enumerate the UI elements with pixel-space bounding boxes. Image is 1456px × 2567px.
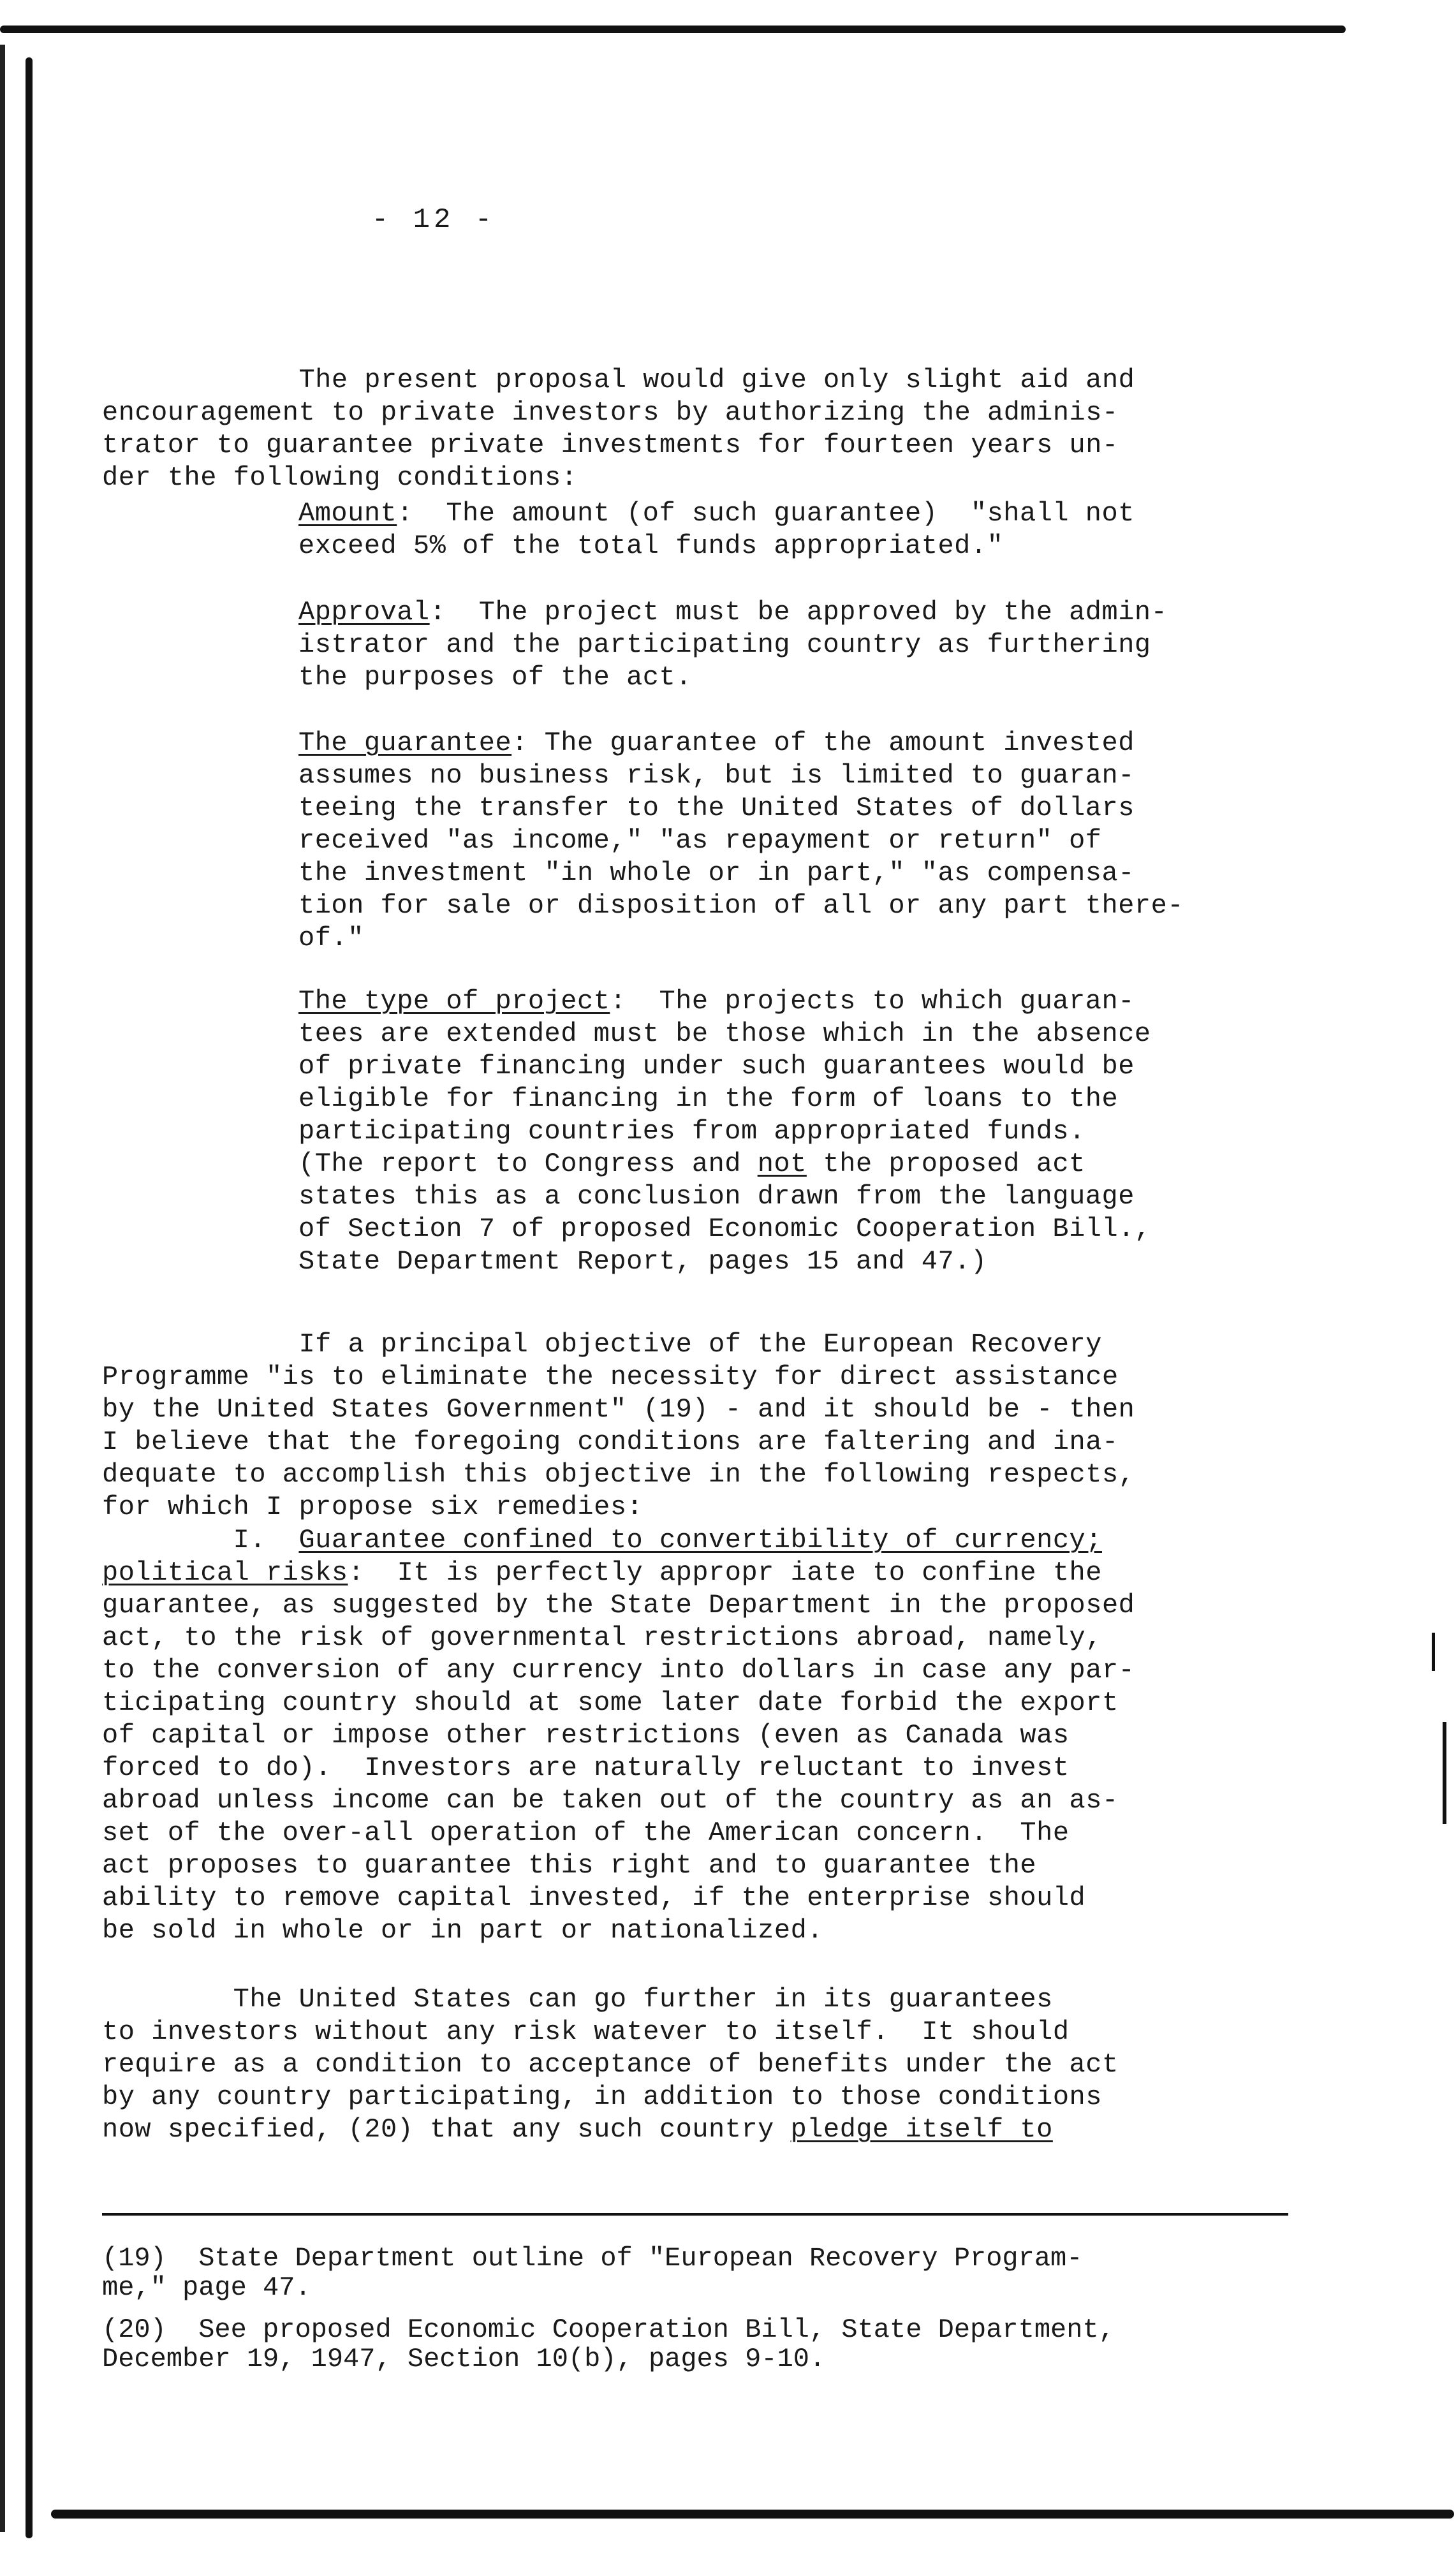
margin-bracket	[1443, 1722, 1446, 1824]
project-not: not	[757, 1149, 807, 1179]
project-condition	[298, 985, 1151, 1278]
further-text: The United States can go further in its guarantees to investors without any risk watever to itself. It should require as a condition to acceptance of benefits under the act by any country participating, in addition to those conditions now specified, (20) that any such country	[102, 1984, 1119, 2145]
left-border	[26, 57, 33, 2538]
project-label: The type of project	[298, 986, 610, 1017]
objective-text: If a principal objective of the European Recovery Programme "is to eliminate the necessity for direct assistance by the United States Government" (19) - and it should be - then I believe that the foregoing conditions are faltering and ina- dequate to accomplish this objective in the following respects, for which I propose six remedies:	[102, 1329, 1135, 1522]
guarantee-text: : The guarantee of the amount invested assumes no business risk, but is limited to guaran- teeing the transfer to the United States of dollars received "as income," "as repayment or return" of the investment "in whole or in part," "as compensa- tion for sale or disposition of all or any part there- of."	[298, 728, 1184, 953]
amount-condition	[298, 497, 1135, 563]
guarantee-condition	[298, 727, 1184, 955]
remedy-prefix: I.	[102, 1525, 299, 1556]
approval-condition	[298, 596, 1167, 694]
remedy-heading-line1: Guarantee confined to convertibility of currency;	[298, 1525, 1102, 1556]
margin-mark	[1432, 1633, 1435, 1671]
top-border	[0, 26, 1346, 33]
project-text-1: : The projects to which guaran- tees are extended must be those which in the absence of private financing under such guarantees would be eligible for financing in the form of loans to the participating countries from appropriated funds. (The report to Congress and	[298, 986, 1151, 1179]
footnote-20: (20) See proposed Economic Cooperation Bill, State Department, December 19, 1947, Section 10(b), pages 9-10.	[102, 2314, 1115, 2374]
project-text-2: the proposed act states this as a conclusion drawn from the language of Section 7 of proposed Economic Cooperation Bill., State Department Report, pages 15 and 47.)	[298, 1149, 1151, 1277]
guarantee-label: The guarantee	[298, 728, 512, 758]
footnote-rule	[102, 2213, 1288, 2216]
remedy-one-paragraph	[102, 1524, 1135, 1947]
remedy-heading-line2: political risks	[102, 1557, 348, 1588]
approval-label: Approval	[298, 597, 430, 628]
intro-text: The present proposal would give only slight aid and encouragement to private investors by authorizing the adminis- trator to guarantee private investments for fourteen years un- der the following conditions:	[102, 365, 1135, 493]
bottom-border	[51, 2510, 1454, 2519]
amount-text: : The amount (of such guarantee) "shall not exceed 5% of the total funds appropriated."	[298, 498, 1135, 561]
footnote-19: (19) State Department outline of "European Recovery Program- me," page 47.	[102, 2243, 1083, 2303]
amount-label: Amount	[298, 498, 397, 529]
further-pledge: pledge itself to	[790, 2114, 1053, 2145]
left-edge	[0, 45, 5, 2532]
remedy-text: : It is perfectly appropr iate to confine the guarantee, as suggested by the State Department in the proposed act, to the risk of governmental restrictions abroad, namely, to the conversion of any currency into dollars in case any par- ticipating country should at some later date forbid the export of capital or impose other restrictions (even as Canada was forced to do). Investors are naturally reluctant to invest abroad unless income can be taken out of the country as an as- set of the over-all operation of the American concern. The act proposes to guarantee this right and to guarantee the ability to remove capital invested, if the enterprise should be sold in whole or in part or nationalized.	[102, 1557, 1135, 1946]
approval-text: : The project must be approved by the admin- istrator and the participating country as furthering the purposes of the act.	[298, 597, 1168, 693]
page-number: - 12 -	[371, 204, 496, 236]
objective-paragraph	[102, 1296, 1135, 1556]
further-paragraph	[102, 1983, 1119, 2146]
